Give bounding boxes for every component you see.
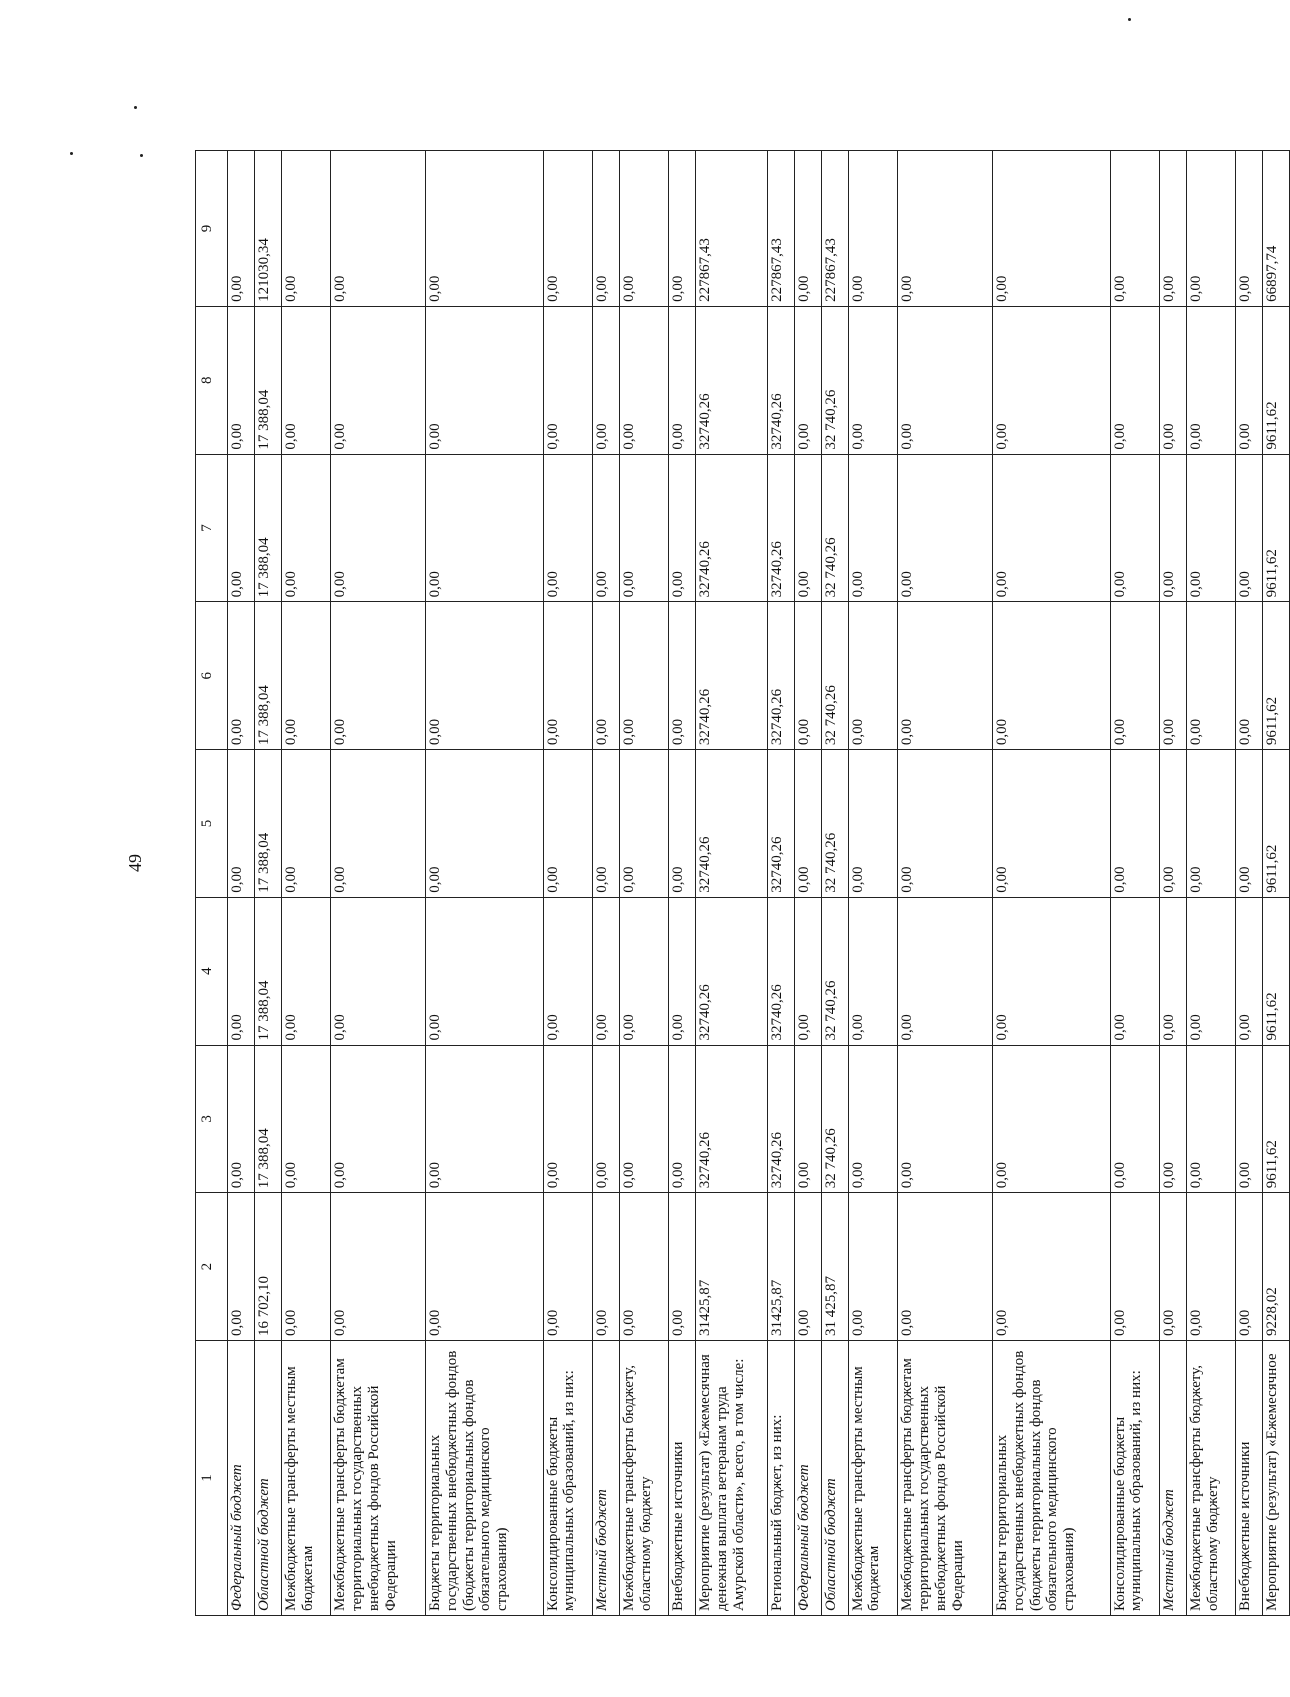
- value-cell: 0,00: [228, 897, 255, 1045]
- value-cell: 0,00: [281, 602, 330, 750]
- value-cell: 0,00: [228, 1045, 255, 1193]
- value-cell: 0,00: [993, 1193, 1111, 1341]
- value-cell: 0,00: [848, 151, 897, 307]
- value-cell: 227867,43: [768, 151, 795, 307]
- value-cell: 32740,26: [696, 750, 768, 898]
- table-row: [669, 151, 696, 1616]
- value-cell: 0,00: [331, 1045, 426, 1193]
- table-row: [426, 151, 544, 1616]
- table-row: [1186, 151, 1235, 1616]
- value-cell: 0,00: [426, 1193, 544, 1341]
- value-cell: 0,00: [795, 151, 822, 307]
- value-cell: 32740,26: [768, 454, 795, 602]
- column-header: 8: [196, 306, 228, 454]
- value-cell: 0,00: [543, 454, 592, 602]
- value-cell: 32740,26: [768, 602, 795, 750]
- value-cell: 9611,62: [1263, 602, 1290, 750]
- value-cell: 0,00: [331, 1193, 426, 1341]
- scan-speck: [1128, 18, 1131, 21]
- value-cell: 0,00: [543, 1045, 592, 1193]
- value-cell: 0,00: [1110, 306, 1159, 454]
- row-label: Внебюджетные источники: [1236, 1341, 1263, 1616]
- value-cell: 0,00: [848, 602, 897, 750]
- value-cell: 0,00: [426, 750, 544, 898]
- value-cell: 0,00: [993, 306, 1111, 454]
- budget-table: [195, 150, 1290, 1616]
- column-header: 6: [196, 602, 228, 750]
- value-cell: 0,00: [1160, 306, 1187, 454]
- value-cell: 0,00: [426, 454, 544, 602]
- row-label: Бюджеты территориальных государственных внебюджетных фондов (бюджеты территориальных фондов обязательного медицинского страхования): [993, 1341, 1111, 1616]
- scan-speck: [70, 152, 73, 155]
- value-cell: 0,00: [331, 454, 426, 602]
- value-cell: 32 740,26: [821, 897, 848, 1045]
- value-cell: 0,00: [331, 306, 426, 454]
- column-header: 9: [196, 151, 228, 307]
- table-row: [619, 151, 668, 1616]
- table-row: [254, 151, 281, 1616]
- value-cell: 0,00: [426, 897, 544, 1045]
- row-label: Внебюджетные источники: [669, 1341, 696, 1616]
- row-label: Межбюджетные трансферты местным бюджетам: [848, 1341, 897, 1616]
- value-cell: 121030,34: [254, 151, 281, 307]
- row-label: Региональный бюджет, из них:: [768, 1341, 795, 1616]
- value-cell: 17 388,04: [254, 602, 281, 750]
- value-cell: 0,00: [1186, 750, 1235, 898]
- value-cell: 32 740,26: [821, 306, 848, 454]
- table-row: [331, 151, 426, 1616]
- value-cell: 0,00: [1160, 1193, 1187, 1341]
- value-cell: 0,00: [1110, 897, 1159, 1045]
- scan-speck: [140, 154, 143, 157]
- row-label: Мероприятие (результат) «Ежемесячное: [1263, 1341, 1290, 1616]
- row-label: Консолидированные бюджеты муниципальных образований, из них:: [543, 1341, 592, 1616]
- value-cell: 0,00: [228, 151, 255, 307]
- value-cell: 0,00: [1236, 151, 1263, 307]
- value-cell: 0,00: [795, 750, 822, 898]
- value-cell: 0,00: [669, 151, 696, 307]
- table-row: [1160, 151, 1187, 1616]
- value-cell: 32740,26: [696, 897, 768, 1045]
- table-row: [228, 151, 255, 1616]
- table-row: [1263, 151, 1290, 1616]
- value-cell: 17 388,04: [254, 750, 281, 898]
- value-cell: 0,00: [669, 306, 696, 454]
- value-cell: 0,00: [1236, 306, 1263, 454]
- row-label: Межбюджетные трансферты бюджету, областному бюджету: [1186, 1341, 1235, 1616]
- value-cell: 0,00: [593, 750, 620, 898]
- value-cell: 0,00: [669, 602, 696, 750]
- value-cell: 0,00: [593, 1193, 620, 1341]
- value-cell: 0,00: [1186, 1045, 1235, 1193]
- value-cell: 0,00: [593, 602, 620, 750]
- value-cell: 0,00: [1236, 750, 1263, 898]
- value-cell: 0,00: [593, 454, 620, 602]
- value-cell: 0,00: [669, 1045, 696, 1193]
- value-cell: 0,00: [619, 454, 668, 602]
- value-cell: 0,00: [1236, 1193, 1263, 1341]
- table-row: [898, 151, 993, 1616]
- value-cell: 0,00: [898, 897, 993, 1045]
- value-cell: 9611,62: [1263, 897, 1290, 1045]
- table-row: [848, 151, 897, 1616]
- value-cell: 0,00: [1110, 454, 1159, 602]
- row-label: Межбюджетные трансферты бюджету, областному бюджету: [619, 1341, 668, 1616]
- value-cell: 0,00: [1110, 750, 1159, 898]
- value-cell: 0,00: [593, 1045, 620, 1193]
- table-row: [1236, 151, 1263, 1616]
- value-cell: 0,00: [281, 897, 330, 1045]
- value-cell: 0,00: [1186, 897, 1235, 1045]
- value-cell: 0,00: [1160, 897, 1187, 1045]
- row-label: Межбюджетные трансферты бюджетам территориальных государственных внебюджетных фондов Российской Федерации: [898, 1341, 993, 1616]
- value-cell: 0,00: [795, 897, 822, 1045]
- value-cell: 32740,26: [768, 1045, 795, 1193]
- value-cell: 0,00: [848, 897, 897, 1045]
- column-header: 4: [196, 897, 228, 1045]
- value-cell: 0,00: [331, 750, 426, 898]
- value-cell: 0,00: [993, 454, 1111, 602]
- value-cell: 0,00: [898, 750, 993, 898]
- value-cell: 0,00: [543, 602, 592, 750]
- value-cell: 0,00: [1186, 151, 1235, 307]
- table-row: [1110, 151, 1159, 1616]
- value-cell: 32 740,26: [821, 1045, 848, 1193]
- value-cell: 0,00: [848, 750, 897, 898]
- row-label: Консолидированные бюджеты муниципальных образований, из них:: [1110, 1341, 1159, 1616]
- value-cell: 0,00: [1160, 151, 1187, 307]
- value-cell: 9611,62: [1263, 306, 1290, 454]
- value-cell: 0,00: [848, 306, 897, 454]
- table-row: [281, 151, 330, 1616]
- column-header: 3: [196, 1045, 228, 1193]
- value-cell: 0,00: [281, 1045, 330, 1193]
- value-cell: 32740,26: [768, 306, 795, 454]
- value-cell: 66897,74: [1263, 151, 1290, 307]
- value-cell: 0,00: [1236, 1045, 1263, 1193]
- budget-table-body: [196, 151, 1290, 1616]
- value-cell: 0,00: [848, 1193, 897, 1341]
- scan-speck: [134, 106, 137, 109]
- value-cell: 0,00: [619, 897, 668, 1045]
- value-cell: 0,00: [331, 602, 426, 750]
- value-cell: 0,00: [898, 454, 993, 602]
- value-cell: 0,00: [898, 1193, 993, 1341]
- row-label: Местный бюджет: [1160, 1341, 1187, 1616]
- value-cell: 0,00: [543, 750, 592, 898]
- value-cell: 31425,87: [696, 1193, 768, 1341]
- value-cell: 0,00: [993, 897, 1111, 1045]
- value-cell: 0,00: [1110, 1045, 1159, 1193]
- value-cell: 227867,43: [821, 151, 848, 307]
- row-label: Федеральный бюджет: [228, 1341, 255, 1616]
- value-cell: 0,00: [898, 306, 993, 454]
- value-cell: 0,00: [281, 750, 330, 898]
- value-cell: 0,00: [281, 1193, 330, 1341]
- value-cell: 0,00: [619, 1045, 668, 1193]
- value-cell: 0,00: [1186, 454, 1235, 602]
- value-cell: 0,00: [1186, 1193, 1235, 1341]
- value-cell: 0,00: [619, 602, 668, 750]
- value-cell: 0,00: [593, 151, 620, 307]
- value-cell: 0,00: [993, 602, 1111, 750]
- column-header: 7: [196, 454, 228, 602]
- value-cell: 0,00: [848, 454, 897, 602]
- value-cell: 0,00: [669, 750, 696, 898]
- value-cell: 0,00: [426, 1045, 544, 1193]
- column-header: 2: [196, 1193, 228, 1341]
- value-cell: 31425,87: [768, 1193, 795, 1341]
- value-cell: 0,00: [1236, 897, 1263, 1045]
- value-cell: 0,00: [593, 897, 620, 1045]
- row-label: Межбюджетные трансферты местным бюджетам: [281, 1341, 330, 1616]
- value-cell: 17 388,04: [254, 1045, 281, 1193]
- value-cell: 0,00: [795, 602, 822, 750]
- row-label: Федеральный бюджет: [795, 1341, 822, 1616]
- value-cell: 9228,02: [1263, 1193, 1290, 1341]
- value-cell: 17 388,04: [254, 897, 281, 1045]
- value-cell: 32740,26: [768, 750, 795, 898]
- value-cell: 0,00: [619, 750, 668, 898]
- value-cell: 32740,26: [696, 306, 768, 454]
- value-cell: 0,00: [1110, 151, 1159, 307]
- value-cell: 0,00: [426, 602, 544, 750]
- row-label: Местный бюджет: [593, 1341, 620, 1616]
- value-cell: 0,00: [1160, 602, 1187, 750]
- value-cell: 0,00: [228, 306, 255, 454]
- value-cell: 0,00: [898, 602, 993, 750]
- value-cell: 0,00: [619, 151, 668, 307]
- value-cell: 0,00: [426, 151, 544, 307]
- value-cell: 0,00: [795, 1193, 822, 1341]
- value-cell: 32740,26: [768, 897, 795, 1045]
- table-row: [993, 151, 1111, 1616]
- row-label: Бюджеты территориальных государственных внебюджетных фондов (бюджеты территориальных фондов обязательного медицинского страхования): [426, 1341, 544, 1616]
- value-cell: 0,00: [1160, 750, 1187, 898]
- table-row: [696, 151, 768, 1616]
- value-cell: 0,00: [1160, 1045, 1187, 1193]
- value-cell: 0,00: [993, 750, 1111, 898]
- value-cell: 227867,43: [696, 151, 768, 307]
- value-cell: 0,00: [331, 897, 426, 1045]
- value-cell: 0,00: [543, 306, 592, 454]
- value-cell: 0,00: [281, 306, 330, 454]
- value-cell: 0,00: [993, 151, 1111, 307]
- value-cell: 0,00: [795, 1045, 822, 1193]
- value-cell: 0,00: [848, 1045, 897, 1193]
- value-cell: 0,00: [593, 306, 620, 454]
- value-cell: 16 702,10: [254, 1193, 281, 1341]
- value-cell: 0,00: [1236, 454, 1263, 602]
- value-cell: 0,00: [543, 151, 592, 307]
- value-cell: 32740,26: [696, 454, 768, 602]
- rotated-table-container: [195, 150, 1290, 1616]
- value-cell: 0,00: [331, 151, 426, 307]
- header-row: [196, 151, 228, 1616]
- value-cell: 0,00: [898, 151, 993, 307]
- value-cell: 0,00: [228, 602, 255, 750]
- column-header: 1: [196, 1341, 228, 1616]
- value-cell: 32740,26: [696, 1045, 768, 1193]
- value-cell: 17 388,04: [254, 306, 281, 454]
- value-cell: 32 740,26: [821, 602, 848, 750]
- value-cell: 9611,62: [1263, 1045, 1290, 1193]
- value-cell: 32 740,26: [821, 750, 848, 898]
- table-row: [821, 151, 848, 1616]
- value-cell: 0,00: [1160, 454, 1187, 602]
- value-cell: 0,00: [1186, 602, 1235, 750]
- value-cell: 0,00: [619, 1193, 668, 1341]
- value-cell: 0,00: [669, 897, 696, 1045]
- value-cell: 0,00: [1186, 306, 1235, 454]
- value-cell: 0,00: [669, 1193, 696, 1341]
- value-cell: 9611,62: [1263, 750, 1290, 898]
- row-label: Межбюджетные трансферты бюджетам территориальных государственных внебюджетных фондов Российской Федерации: [331, 1341, 426, 1616]
- value-cell: 0,00: [898, 1045, 993, 1193]
- value-cell: 32740,26: [696, 602, 768, 750]
- value-cell: 0,00: [228, 750, 255, 898]
- value-cell: 0,00: [228, 454, 255, 602]
- row-label: Областной бюджет: [821, 1341, 848, 1616]
- value-cell: 0,00: [281, 151, 330, 307]
- value-cell: 0,00: [669, 454, 696, 602]
- value-cell: 0,00: [281, 454, 330, 602]
- column-header: 5: [196, 750, 228, 898]
- value-cell: 32 740,26: [821, 454, 848, 602]
- value-cell: 0,00: [543, 1193, 592, 1341]
- value-cell: 17 388,04: [254, 454, 281, 602]
- value-cell: 0,00: [993, 1045, 1111, 1193]
- value-cell: 0,00: [795, 454, 822, 602]
- value-cell: 31 425,87: [821, 1193, 848, 1341]
- row-label: Мероприятие (результат) «Ежемесячная денежная выплата ветеранам труда Амурской области», всего, в том числе:: [696, 1341, 768, 1616]
- table-row: [768, 151, 795, 1616]
- table-row: [795, 151, 822, 1616]
- table-row: [543, 151, 592, 1616]
- value-cell: 0,00: [1236, 602, 1263, 750]
- value-cell: 0,00: [543, 897, 592, 1045]
- value-cell: 0,00: [228, 1193, 255, 1341]
- value-cell: 0,00: [426, 306, 544, 454]
- table-row: [593, 151, 620, 1616]
- value-cell: 0,00: [795, 306, 822, 454]
- row-label: Областной бюджет: [254, 1341, 281, 1616]
- value-cell: 0,00: [619, 306, 668, 454]
- value-cell: 0,00: [1110, 1193, 1159, 1341]
- value-cell: 9611,62: [1263, 454, 1290, 602]
- page-number: 49: [125, 854, 145, 872]
- value-cell: 0,00: [1110, 602, 1159, 750]
